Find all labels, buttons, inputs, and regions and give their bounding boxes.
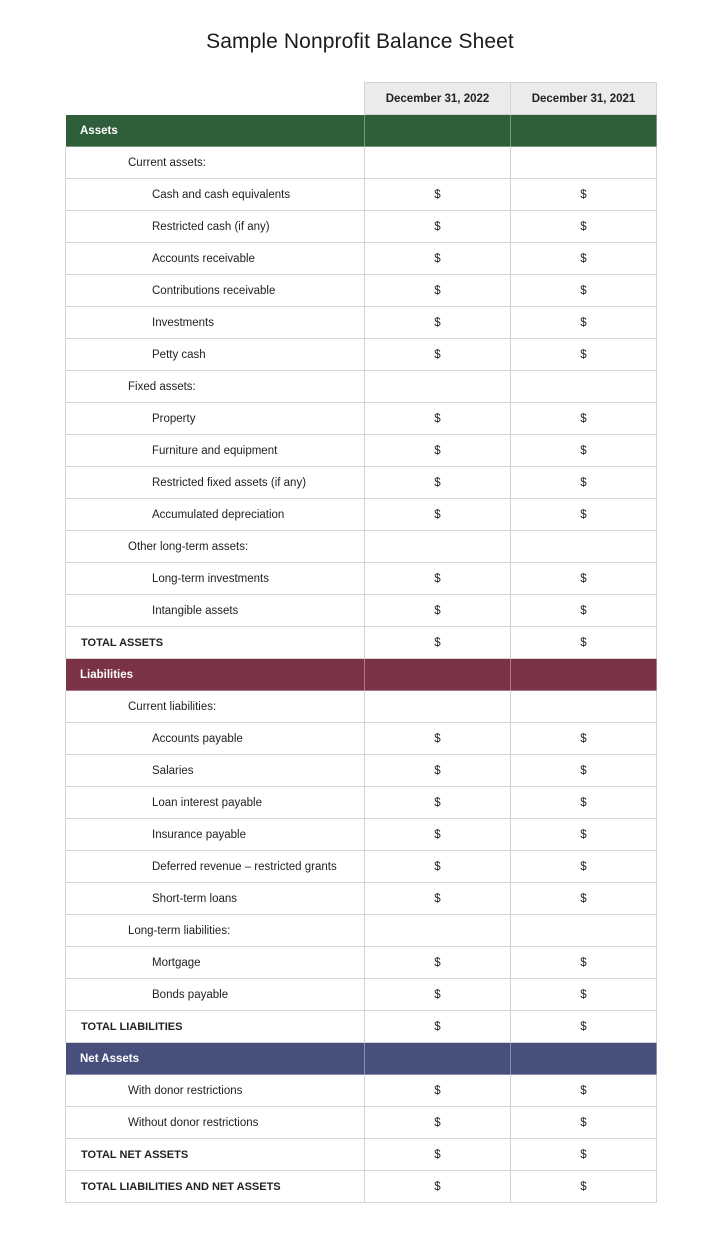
value-2021-cell: $ xyxy=(511,979,657,1011)
total-row xyxy=(66,627,657,659)
row-label: Insurance payable xyxy=(66,819,365,851)
section-title: Assets xyxy=(66,115,365,147)
section-header-liabilities xyxy=(66,659,657,691)
value-2021-cell xyxy=(511,1043,657,1075)
value-2022-cell xyxy=(365,915,511,947)
value-2021-cell: $ xyxy=(511,947,657,979)
value-2022-cell: $ xyxy=(365,819,511,851)
value-2022-cell: $ xyxy=(365,211,511,243)
line-item-row xyxy=(66,755,657,787)
value-2021-cell: $ xyxy=(511,787,657,819)
row-label: Intangible assets xyxy=(66,595,365,627)
value-2021-cell: $ xyxy=(511,595,657,627)
line-item-row xyxy=(66,979,657,1011)
value-2022-cell: $ xyxy=(365,883,511,915)
group-row xyxy=(66,1107,657,1139)
line-item-row xyxy=(66,435,657,467)
value-2021-cell: $ xyxy=(511,1075,657,1107)
value-2022-cell: $ xyxy=(365,627,511,659)
value-2021-cell: $ xyxy=(511,627,657,659)
value-2021-cell xyxy=(511,659,657,691)
row-label: Furniture and equipment xyxy=(66,435,365,467)
value-2021-cell xyxy=(511,147,657,179)
total-row xyxy=(66,1171,657,1203)
section-title: Liabilities xyxy=(66,659,365,691)
section-title: Net Assets xyxy=(66,1043,365,1075)
value-2022-cell: $ xyxy=(365,179,511,211)
row-label: Mortgage xyxy=(66,947,365,979)
value-2022-cell: $ xyxy=(365,275,511,307)
row-label: Long-term investments xyxy=(66,563,365,595)
value-2022-cell: $ xyxy=(365,403,511,435)
value-2022-cell: $ xyxy=(365,1075,511,1107)
value-2021-cell xyxy=(511,371,657,403)
value-2022-cell: $ xyxy=(365,1107,511,1139)
value-2021-cell: $ xyxy=(511,275,657,307)
value-2021-cell: $ xyxy=(511,467,657,499)
row-label: Contributions receivable xyxy=(66,275,365,307)
row-label: Fixed assets: xyxy=(66,371,365,403)
value-2022-cell: $ xyxy=(365,339,511,371)
value-2022-cell: $ xyxy=(365,979,511,1011)
value-2022-cell: $ xyxy=(365,595,511,627)
line-item-row xyxy=(66,787,657,819)
group-row xyxy=(66,531,657,563)
value-2021-cell: $ xyxy=(511,1139,657,1171)
value-2022-cell: $ xyxy=(365,851,511,883)
page-title: Sample Nonprofit Balance Sheet xyxy=(206,30,514,53)
value-2022-cell: $ xyxy=(365,307,511,339)
row-label: With donor restrictions xyxy=(66,1075,365,1107)
total-label: TOTAL LIABILITIES AND NET ASSETS xyxy=(66,1171,365,1203)
total-label: TOTAL ASSETS xyxy=(66,627,365,659)
row-label: Petty cash xyxy=(66,339,365,371)
value-2021-cell xyxy=(511,531,657,563)
row-label: Deferred revenue – restricted grants xyxy=(66,851,365,883)
group-row xyxy=(66,915,657,947)
value-2021-cell: $ xyxy=(511,1107,657,1139)
value-2021-cell: $ xyxy=(511,211,657,243)
value-2022-cell xyxy=(365,659,511,691)
row-label: Investments xyxy=(66,307,365,339)
column-header-2022: December 31, 2022 xyxy=(365,83,511,115)
value-2021-cell: $ xyxy=(511,883,657,915)
line-item-row xyxy=(66,307,657,339)
value-2022-cell xyxy=(365,147,511,179)
row-label: Current assets: xyxy=(66,147,365,179)
line-item-row xyxy=(66,211,657,243)
row-label: Without donor restrictions xyxy=(66,1107,365,1139)
value-2022-cell xyxy=(365,1043,511,1075)
section-header-net xyxy=(66,1043,657,1075)
value-2022-cell xyxy=(365,531,511,563)
value-2021-cell: $ xyxy=(511,243,657,275)
value-2022-cell: $ xyxy=(365,467,511,499)
row-label: Salaries xyxy=(66,755,365,787)
value-2021-cell: $ xyxy=(511,435,657,467)
section-header-assets xyxy=(66,115,657,147)
group-row xyxy=(66,371,657,403)
value-2021-cell: $ xyxy=(511,755,657,787)
line-item-row xyxy=(66,947,657,979)
line-item-row xyxy=(66,403,657,435)
value-2021-cell: $ xyxy=(511,563,657,595)
value-2022-cell: $ xyxy=(365,243,511,275)
row-label: Accounts payable xyxy=(66,723,365,755)
value-2022-cell xyxy=(365,115,511,147)
line-item-row xyxy=(66,243,657,275)
line-item-row xyxy=(66,563,657,595)
value-2021-cell xyxy=(511,115,657,147)
value-2021-cell: $ xyxy=(511,819,657,851)
value-2021-cell: $ xyxy=(511,307,657,339)
value-2022-cell: $ xyxy=(365,435,511,467)
value-2021-cell: $ xyxy=(511,499,657,531)
line-item-row xyxy=(66,819,657,851)
row-label: Restricted cash (if any) xyxy=(66,211,365,243)
value-2021-cell: $ xyxy=(511,179,657,211)
value-2021-cell: $ xyxy=(511,1171,657,1203)
value-2022-cell: $ xyxy=(365,563,511,595)
value-2022-cell: $ xyxy=(365,947,511,979)
line-item-row xyxy=(66,723,657,755)
value-2021-cell: $ xyxy=(511,339,657,371)
group-row xyxy=(66,1075,657,1107)
value-2022-cell xyxy=(365,691,511,723)
line-item-row xyxy=(66,851,657,883)
row-label: Restricted fixed assets (if any) xyxy=(66,467,365,499)
total-label: TOTAL NET ASSETS xyxy=(66,1139,365,1171)
line-item-row xyxy=(66,595,657,627)
header-row xyxy=(66,83,657,115)
row-label: Other long-term assets: xyxy=(66,531,365,563)
value-2021-cell: $ xyxy=(511,1011,657,1043)
line-item-row xyxy=(66,339,657,371)
total-row xyxy=(66,1011,657,1043)
row-label: Accounts receivable xyxy=(66,243,365,275)
value-2022-cell: $ xyxy=(365,499,511,531)
total-label: TOTAL LIABILITIES xyxy=(66,1011,365,1043)
value-2021-cell: $ xyxy=(511,851,657,883)
line-item-row xyxy=(66,883,657,915)
value-2022-cell: $ xyxy=(365,1139,511,1171)
value-2021-cell xyxy=(511,691,657,723)
total-row xyxy=(66,1139,657,1171)
row-label: Loan interest payable xyxy=(66,787,365,819)
line-item-row xyxy=(66,179,657,211)
value-2021-cell: $ xyxy=(511,723,657,755)
line-item-row xyxy=(66,499,657,531)
header-blank-cell xyxy=(66,83,365,115)
value-2021-cell xyxy=(511,915,657,947)
line-item-row xyxy=(66,467,657,499)
row-label: Cash and cash equivalents xyxy=(66,179,365,211)
line-item-row xyxy=(66,275,657,307)
row-label: Accumulated depreciation xyxy=(66,499,365,531)
value-2022-cell: $ xyxy=(365,723,511,755)
group-row xyxy=(66,691,657,723)
row-label: Current liabilities: xyxy=(66,691,365,723)
column-header-2021: December 31, 2021 xyxy=(511,83,657,115)
value-2022-cell xyxy=(365,371,511,403)
row-label: Long-term liabilities: xyxy=(66,915,365,947)
value-2021-cell: $ xyxy=(511,403,657,435)
balance-sheet-table xyxy=(65,82,657,1203)
row-label: Bonds payable xyxy=(66,979,365,1011)
value-2022-cell: $ xyxy=(365,1171,511,1203)
value-2022-cell: $ xyxy=(365,755,511,787)
row-label: Property xyxy=(66,403,365,435)
group-row xyxy=(66,147,657,179)
value-2022-cell: $ xyxy=(365,1011,511,1043)
value-2022-cell: $ xyxy=(365,787,511,819)
row-label: Short-term loans xyxy=(66,883,365,915)
